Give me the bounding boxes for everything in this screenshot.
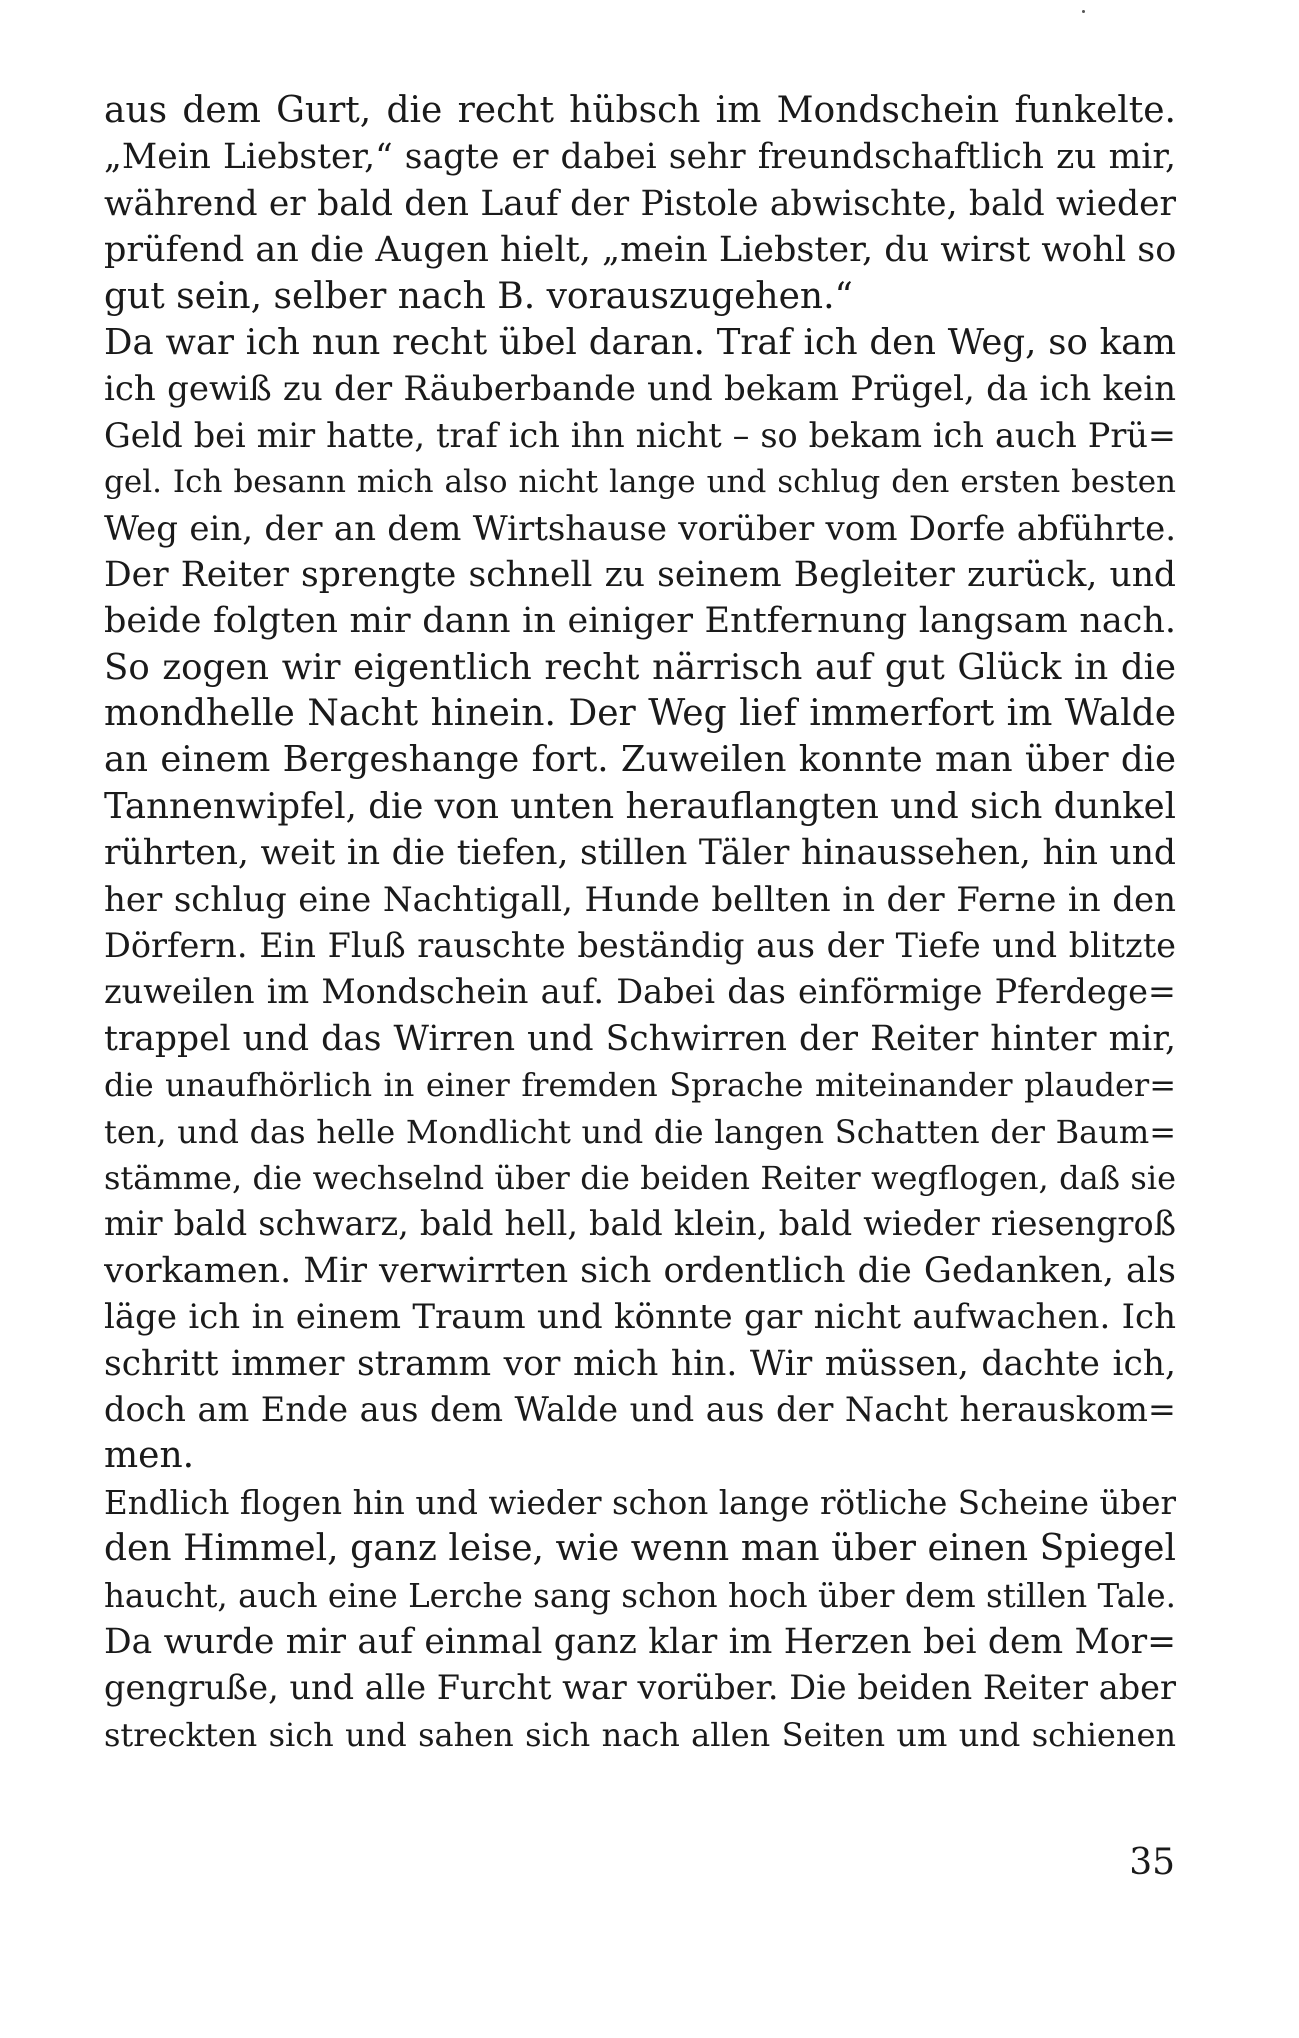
text-line: Da war ich nun recht übel daran. Traf ich den Weg, so kam (104, 321, 1176, 363)
text-line: Weg ein, der an dem Wirtshause vorüber vom Dorfe abführte. (104, 508, 1176, 549)
text-line: die unaufhörlich in einer fremden Sprache miteinander plauder= (104, 1066, 1176, 1105)
text-line: mondhelle Nacht hinein. Der Weg lief immerfort im Walde (104, 693, 1176, 735)
text-line: „Mein Liebster,“ sagte er dabei sehr freundschaftlich zu mir, (104, 137, 1176, 178)
text-line: zuweilen im Mondschein auf. Dabei das einförmige Pferdege= (104, 972, 1176, 1012)
text-line: während er bald den Lauf der Pistole abwischte, bald wieder (104, 183, 1176, 224)
text-line: stämme, die wechselnd über die beiden Reiter wegflogen, daß sie (104, 1158, 1176, 1197)
text-line: Tannenwipfel, die von unten herauflangten und sich dunkel (104, 785, 1176, 827)
text-line: ich gewiß zu der Räuberbande und bekam Prügel, da ich kein (104, 369, 1176, 410)
text-line: ten, und das helle Mondlicht und die langen Schatten der Baum= (104, 1112, 1176, 1151)
text-line: rührten, weit in die tiefen, stillen Täler hinaussehen, hin und (104, 833, 1176, 874)
text-line: trappel und das Wirren und Schwirren der Reiter hinter mir, (104, 1018, 1176, 1059)
text-line: Der Reiter sprengte schnell zu seinem Begleiter zurück, und (104, 554, 1176, 595)
text-line: den Himmel, ganz leise, wie wenn man über einen Spiegel (104, 1528, 1176, 1570)
text-line: aus dem Gurt, die recht hübsch im Mondschein funkelte. (104, 90, 1176, 131)
text-line: mir bald schwarz, bald hell, bald klein, bald wieder riesengroß (104, 1204, 1176, 1244)
text-line: men. (104, 1435, 195, 1477)
text-line: an einem Bergeshange fort. Zuweilen konnte man über die (104, 739, 1176, 781)
ink-speck (1082, 10, 1085, 13)
text-line: her schlug eine Nachtigall, Hunde bellten in der Ferne in den (104, 879, 1176, 920)
text-line: So zogen wir eigentlich recht närrisch auf gut Glück in die (104, 646, 1176, 688)
text-line: gel. Ich besann mich also nicht lange und schlug den ersten besten (104, 464, 1176, 501)
text-line: Dörfern. Ein Fluß rauschte beständig aus der Tiefe und blitzte (104, 926, 1176, 966)
text-line: gengruße, und alle Furcht war vorüber. Die beiden Reiter aber (104, 1668, 1176, 1708)
text-line: vorkamen. Mir verwirrten sich ordentlich die Gedanken, als (104, 1250, 1176, 1291)
text-line: Da wurde mir auf einmal ganz klar im Herzen bei dem Mor= (104, 1621, 1176, 1662)
text-line: haucht, auch eine Lerche sang schon hoch über dem stillen Tale. (104, 1576, 1176, 1615)
text-line: Endlich flogen hin und wieder schon lange rötliche Scheine über (104, 1483, 1176, 1522)
text-line: beide folgten mir dann in einiger Entfernung langsam nach. (104, 601, 1176, 642)
text-line: schritt immer stramm vor mich hin. Wir müssen, dachte ich, (104, 1343, 1176, 1384)
text-line: Geld bei mir hatte, traf ich ihn nicht – so bekam ich auch Prü= (104, 415, 1176, 455)
text-line: gut sein, selber nach B. vorauszugehen.“ (104, 275, 853, 317)
text-line: läge ich in einem Traum und könnte gar nicht aufwachen. Ich (104, 1297, 1176, 1338)
body-text (104, 88, 1176, 1758)
text-line: doch am Ende aus dem Walde und aus der Nacht herauskom= (104, 1389, 1176, 1429)
text-line: streckten sich und sahen sich nach allen Seiten um und schienen (104, 1715, 1176, 1754)
page-number: 35 (1129, 1842, 1175, 1883)
text-line: prüfend an die Augen hielt, „mein Liebster, du wirst wohl so (104, 230, 1176, 271)
